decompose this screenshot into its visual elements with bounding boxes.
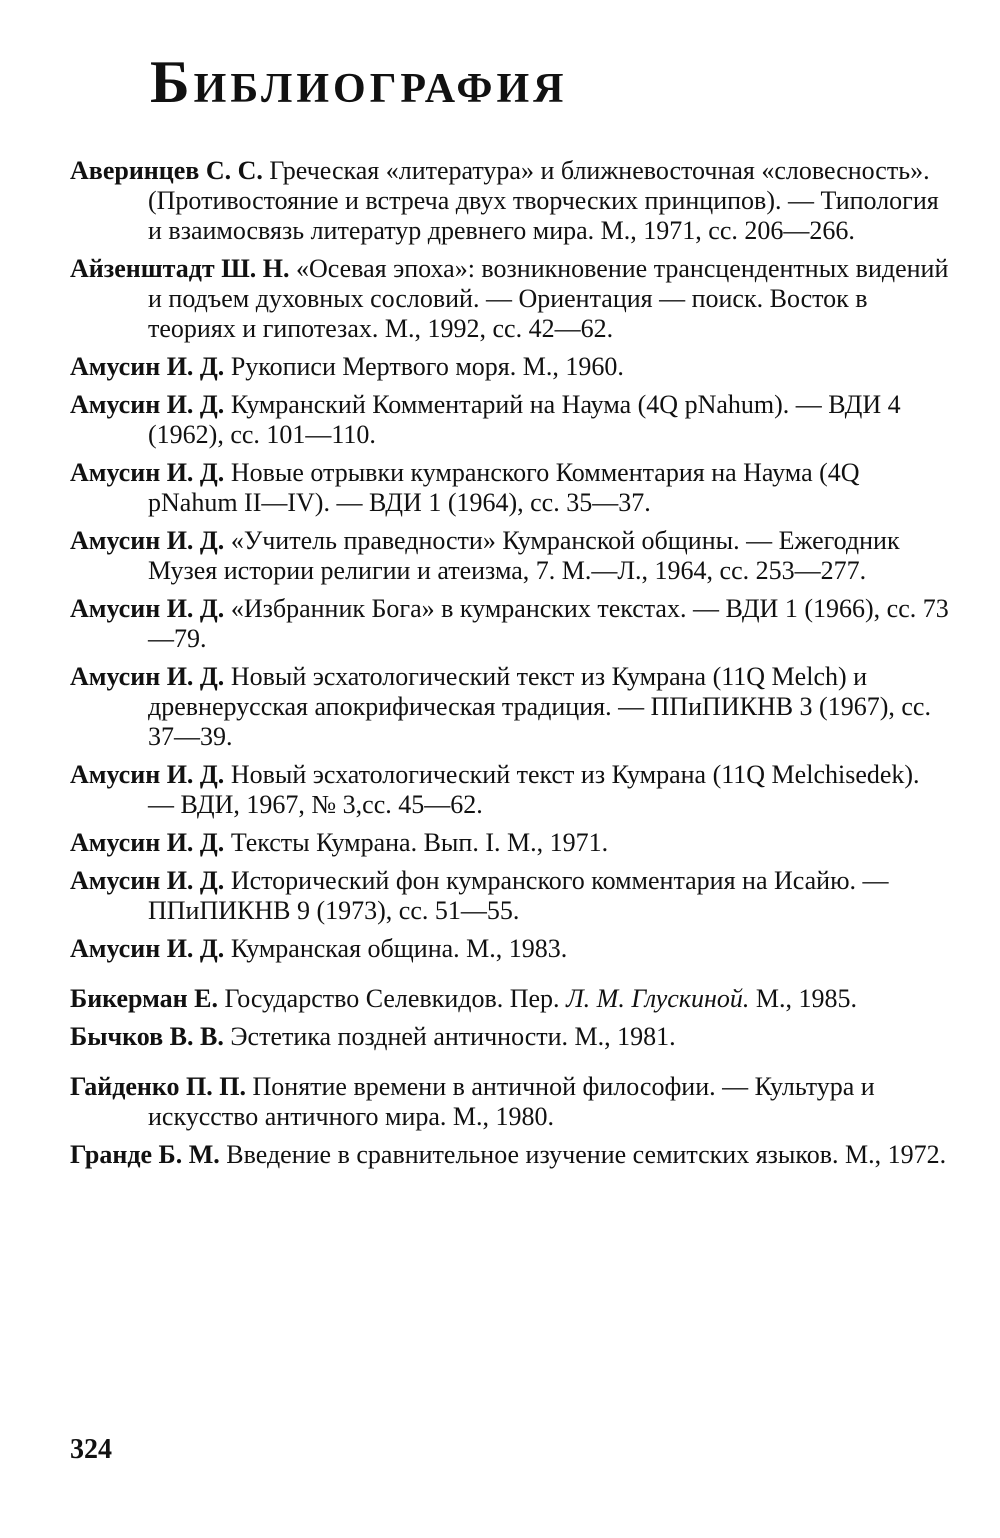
bibliography-entry [70, 526, 950, 586]
entry-text: Понятие времени в античной философии. — Культура и искусство античного мира. М., 1980. [148, 1072, 875, 1131]
entry-text: «Осевая эпоха»: возникновение трансцендентных видений и подъем духовных сословий. — Ориентация — поиск. Восток в теориях и гипотезах. М., 1992, сс. 42—62. [148, 254, 949, 343]
entry-author: Айзенштадт Ш. Н. [70, 254, 290, 283]
entry-text: Эстетика поздней античности. М., 1981. [230, 1022, 676, 1051]
entry-author: Амусин И. Д. [70, 760, 225, 789]
entry-text: Рукописи Мертвого моря. М., 1960. [230, 352, 624, 381]
entry-author: Амусин И. Д. [70, 526, 225, 555]
page-number: 324 [70, 1434, 112, 1465]
entry-text: Новый эсхатологический текст из Кумрана (11Q Melchisedek). — ВДИ, 1967, № 3,сс. 45—62. [148, 760, 920, 819]
bibliography-entry [70, 760, 950, 820]
entry-author: Амусин И. Д. [70, 458, 225, 487]
entry-text: Новый эсхатологический текст из Кумрана (11Q Melch) и древнерусская апокрифическая традиция. — ППиПИКНВ 3 (1967), сс. 37—39. [148, 662, 931, 751]
bibliography-entry [70, 352, 950, 382]
bibliography-list [70, 156, 950, 1178]
entry-text-after: М., 1985. [755, 984, 857, 1013]
bibliography-entry [70, 390, 950, 450]
bibliography-entry [70, 156, 950, 246]
entry-author: Амусин И. Д. [70, 934, 225, 963]
entry-author: Амусин И. Д. [70, 352, 225, 381]
bibliography-entry [70, 866, 950, 926]
bibliography-entry [70, 594, 950, 654]
entry-text: «Избранник Бога» в кумранских текстах. — ВДИ 1 (1966), сс. 73—79. [148, 594, 949, 653]
entry-author: Бычков В. В. [70, 1022, 224, 1051]
entry-text: Греческая «литература» и ближневосточная «словесность». (Противостояние и встреча двух творческих принципов). — Типология и взаимосвязь литератур древнего мира. М., 1971, сс. 206—266. [148, 156, 939, 245]
entry-author: Амусин И. Д. [70, 662, 225, 691]
entry-author: Амусин И. Д. [70, 390, 225, 419]
entry-text: Кумранская община. М., 1983. [230, 934, 568, 963]
entry-author: Гранде Б. М. [70, 1140, 220, 1169]
entry-text: Кумранский Комментарий на Наума (4Q pNahum). — ВДИ 4 (1962), сс. 101—110. [148, 390, 901, 449]
bibliography-entry [70, 828, 950, 858]
entry-author: Гайденко П. П. [70, 1072, 246, 1101]
entry-translator: Л. М. Глускиной. [566, 984, 750, 1013]
bibliography-entry [70, 1022, 950, 1052]
entry-text: «Учитель праведности» Кумранской общины. — Ежегодник Музея истории религии и атеизма, 7. М.—Л., 1964, сс. 253—277. [148, 526, 900, 585]
bibliography-entry [70, 254, 950, 344]
entry-text: Исторический фон кумранского комментария на Исайю. — ППиПИКНВ 9 (1973), сс. 51—55. [148, 866, 889, 925]
bibliography-entry [70, 934, 950, 964]
bibliography-entry [70, 1072, 950, 1132]
entry-text: Тексты Кумрана. Вып. I. М., 1971. [230, 828, 609, 857]
bibliography-entry [70, 458, 950, 518]
entry-author: Амусин И. Д. [70, 594, 225, 623]
entry-author: Бикерман Е. [70, 984, 218, 1013]
entry-text: Введение в сравнительное изучение семитских языков. М., 1972. [226, 1140, 947, 1169]
entry-author: Амусин И. Д. [70, 828, 225, 857]
entry-author: Амусин И. Д. [70, 866, 225, 895]
bibliography-entry [70, 662, 950, 752]
bibliography-entry [70, 1140, 950, 1170]
entry-text: Государство Селевкидов. Пер. [224, 984, 560, 1013]
entry-text: Новые отрывки кумранского Комментария на Наума (4Q pNahum II—IV). — ВДИ 1 (1964), сс. 35—37. [148, 458, 860, 517]
entry-author: Аверинцев С. С. [70, 156, 263, 185]
bibliography-entry [70, 984, 950, 1014]
page-title: Библиография [150, 49, 568, 115]
